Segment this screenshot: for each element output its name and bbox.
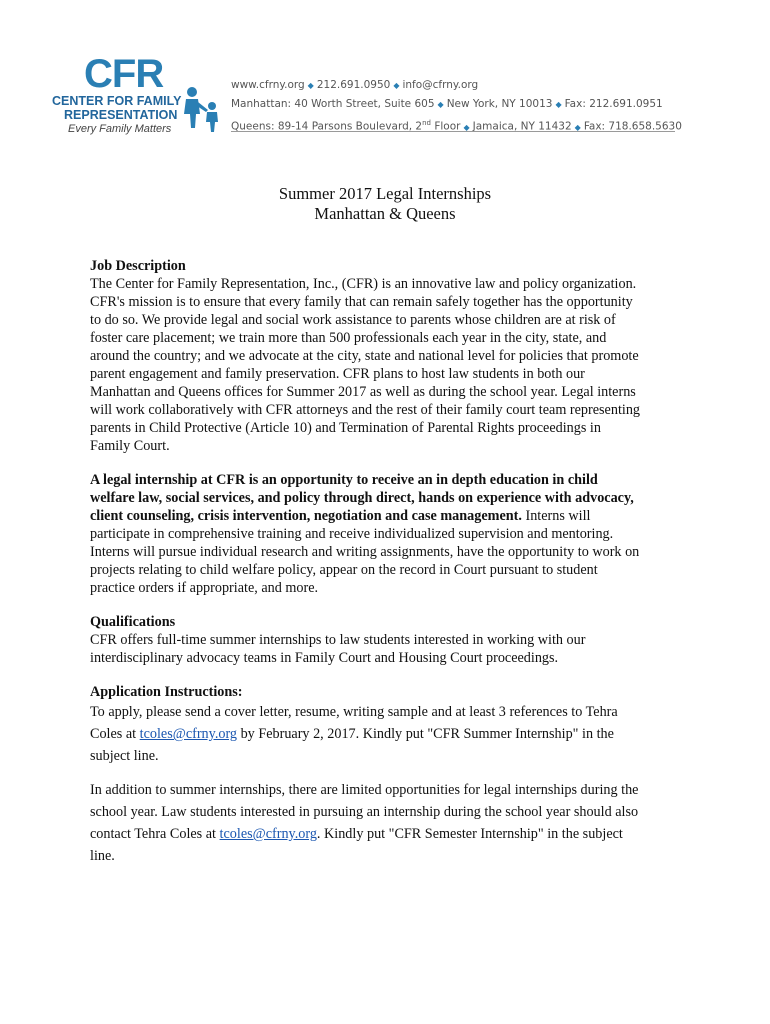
website-link[interactable]: www.cfrny.org bbox=[231, 79, 305, 91]
school-year-line: In addition to summer internships, there are limited opportunities for legal internships during the bbox=[90, 782, 639, 798]
diamond-icon: ◆ bbox=[574, 122, 581, 132]
job-description-line: Manhattan and Queens offices for Summer 2017 as well as during the school year. Legal interns bbox=[90, 384, 636, 400]
application-line: Coles at tcoles@cfrny.org by February 2, 2017. Kindly put "CFR Summer Internship" in the bbox=[90, 726, 614, 742]
manhattan-fax: Fax: 212.691.0951 bbox=[564, 98, 663, 110]
queens-address-post: Floor bbox=[431, 120, 461, 133]
qualifications-heading: Qualifications bbox=[90, 614, 176, 630]
queens-address-sup: nd bbox=[422, 119, 432, 127]
diamond-icon: ◆ bbox=[437, 100, 444, 109]
internship-line: practice orders if appropriate, and more. bbox=[90, 580, 319, 596]
school-year-paragraph bbox=[90, 779, 690, 867]
cfr-logo bbox=[50, 54, 230, 146]
title-line-1: Summer 2017 Legal Internships bbox=[278, 184, 492, 203]
manhattan-city: New York, NY 10013 bbox=[446, 98, 553, 110]
job-description-line: foster care placement; we train more than 500 professionals each year in the city, state, and bbox=[90, 330, 607, 346]
internship-bold-tail: Interns will bbox=[521, 508, 591, 524]
internship-line: participate in comprehensive training and receive individualized supervision and mentoring. bbox=[90, 526, 614, 542]
application-heading: Application Instructions: bbox=[90, 684, 243, 700]
spacer bbox=[90, 667, 690, 683]
logo-abbr: CFR bbox=[84, 52, 164, 96]
spacer bbox=[90, 767, 690, 779]
application-line: To apply, please send a cover letter, resume, writing sample and at least 3 references to Tehra bbox=[90, 704, 618, 720]
job-description-line: The Center for Family Representation, Inc., (CFR) is an innovative law and policy organization. bbox=[90, 276, 637, 292]
qualifications-line: interdisciplinary advocacy teams in Family Court and Housing Court proceedings. bbox=[90, 650, 559, 666]
application-paragraph bbox=[90, 701, 690, 767]
internship-line: Interns will pursue individual research and writing assignments, have the opportunity to work on bbox=[90, 544, 640, 560]
spacer bbox=[90, 455, 690, 471]
diamond-icon: ◆ bbox=[307, 81, 314, 90]
family-figures-icon bbox=[178, 84, 228, 134]
diamond-icon: ◆ bbox=[555, 100, 562, 109]
internship-bold-line: A legal internship at CFR is an opportunity to receive an in depth education in child bbox=[90, 472, 598, 488]
job-description-line: to do so. We provide legal and social work assistance to parents whose children are at risk of bbox=[90, 312, 616, 328]
job-description-line: will work collaboratively with CFR attorneys and the rest of their family court team representing bbox=[90, 402, 641, 418]
job-description-line: parent engagement and family preservation. CFR plans to host law students in both our bbox=[90, 366, 585, 382]
queens-address-pre: Queens: 89-14 Parsons Boulevard, 2 bbox=[231, 120, 423, 133]
email-link[interactable]: tcoles@cfrny.org bbox=[139, 726, 238, 742]
logo-tagline: Every Family Matters bbox=[68, 123, 172, 135]
diamond-icon: ◆ bbox=[393, 81, 400, 90]
school-year-line: school year. Law students interested in pursuing an internship during the school year should also bbox=[90, 804, 639, 820]
phone: 212.691.0950 bbox=[316, 79, 391, 91]
job-description-line: Family Court. bbox=[90, 438, 170, 454]
qualifications-line: CFR offers full-time summer internships to law students interested in working with our bbox=[90, 632, 586, 648]
job-description-line: parents in Child Protective (Article 10) and Termination of Parental Rights proceedings in bbox=[90, 420, 601, 436]
logo-line-2: REPRESENTATION bbox=[64, 108, 178, 122]
contact-line-3 bbox=[231, 114, 682, 137]
diamond-icon: ◆ bbox=[463, 122, 470, 132]
logo-line-1: CENTER FOR FAMILY bbox=[52, 94, 182, 108]
job-description-line: around the country; and we advocate at the city, state and national level for policies that promote bbox=[90, 348, 639, 364]
school-year-line: contact Tehra Coles at tcoles@cfrny.org. Kindly put "CFR Semester Internship" in the subject bbox=[90, 826, 623, 842]
document-title bbox=[0, 184, 770, 224]
title-line-2: Manhattan & Queens bbox=[314, 204, 456, 223]
job-description-line: CFR's mission is to ensure that every family that can remain safely together has the opportunity bbox=[90, 294, 633, 310]
contact-line-2 bbox=[231, 95, 682, 114]
spacer bbox=[90, 597, 690, 613]
application-line: subject line. bbox=[90, 748, 159, 764]
document-body bbox=[90, 257, 690, 867]
school-year-line: line. bbox=[90, 848, 115, 864]
queens-city: Jamaica, NY 11432 bbox=[472, 120, 572, 133]
queens-fax: Fax: 718.658.5630 bbox=[583, 120, 682, 133]
letterhead-divider bbox=[231, 131, 675, 132]
contact-line-1 bbox=[231, 76, 682, 95]
manhattan-address: Manhattan: 40 Worth Street, Suite 605 bbox=[231, 98, 435, 110]
email-link[interactable]: info@cfrny.org bbox=[402, 79, 479, 91]
job-description-heading: Job Description bbox=[90, 258, 186, 274]
contact-block bbox=[231, 76, 682, 137]
internship-bold-line: welfare law, social services, and policy through direct, hands on experience with advocacy, bbox=[90, 490, 634, 506]
internship-bold-line: client counseling, crisis intervention, negotiation and case management. Interns will bbox=[90, 508, 591, 524]
email-link[interactable]: tcoles@cfrny.org bbox=[219, 826, 317, 842]
internship-line: projects relating to child welfare policy, appear on the record in Court pursuant to student bbox=[90, 562, 598, 578]
